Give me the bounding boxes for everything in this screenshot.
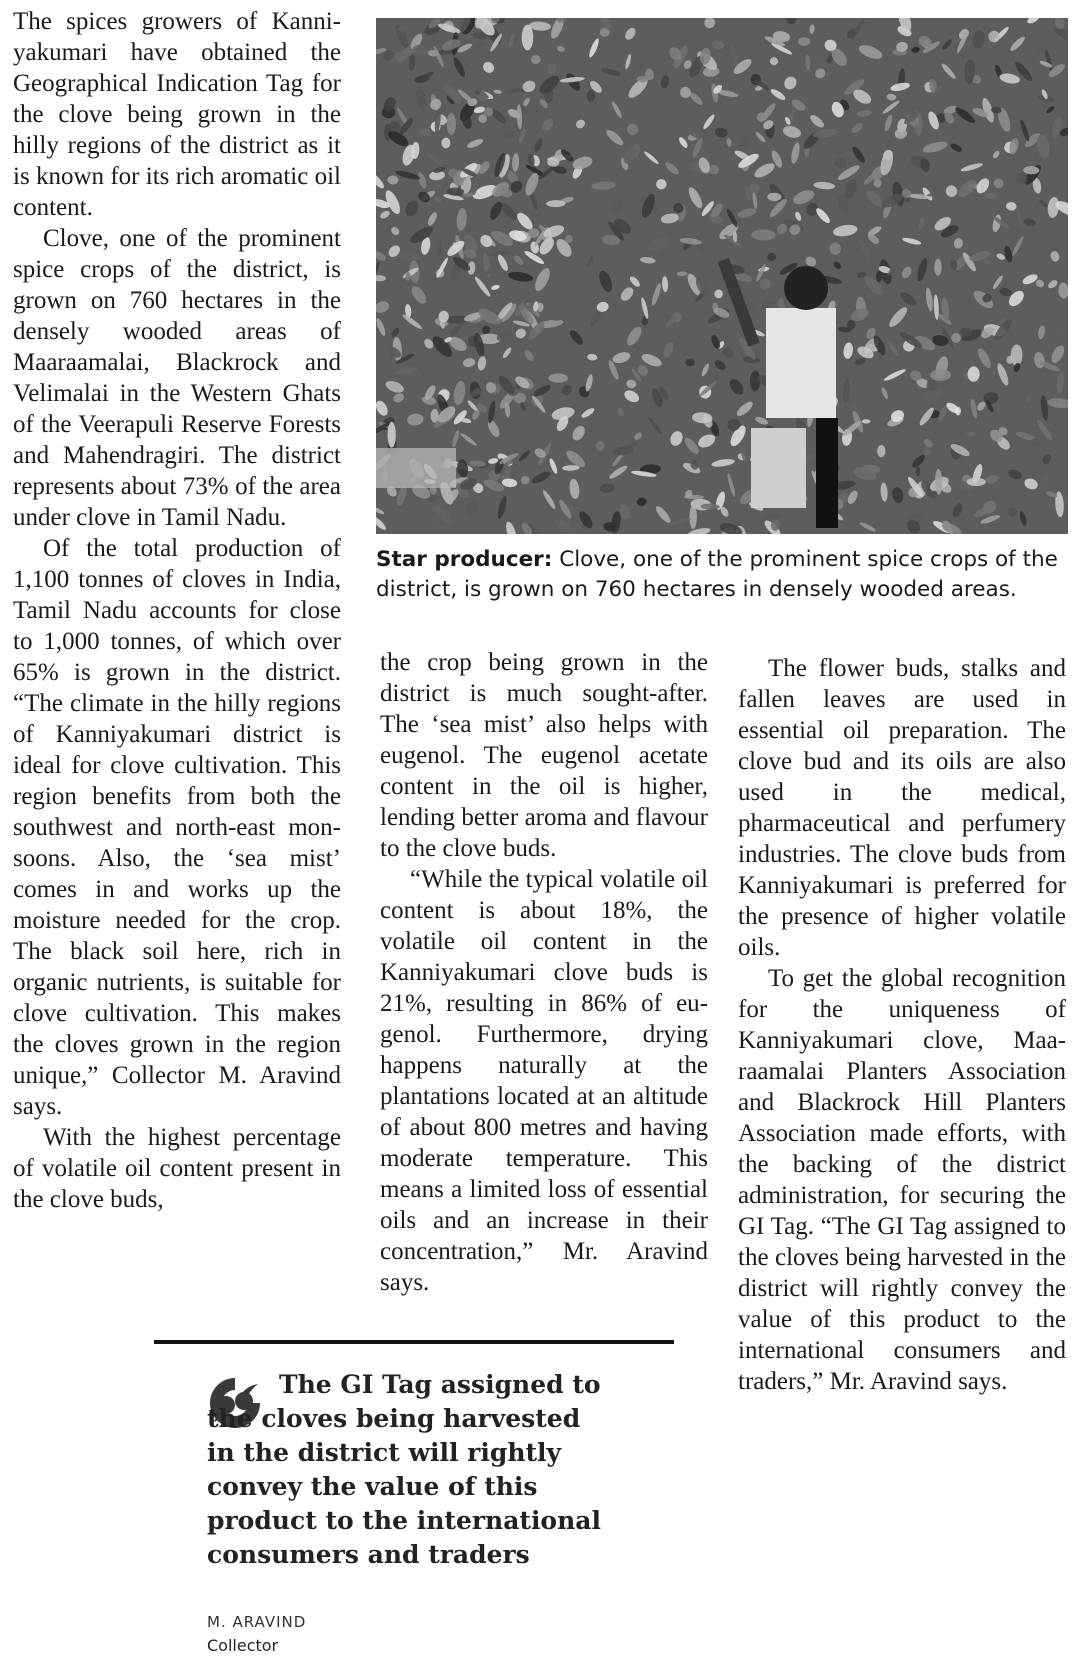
caption-text: Clove, one of the prominent spice crops of the district, is grown on 760 hectares in densely wooded areas. [376, 547, 1058, 602]
paragraph: The flower buds, stalks and fallen leaves are used in essential oil preparation. The clove bud and its oils are also used in the medical, pharmaceutical and perfumery industries. The clove buds from Kanniyakumari is preferred for the presence of higher volatile oils. [738, 655, 1066, 961]
paragraph: Clove, one of the prominent spice crops of the district, is grown on 760 hectares in the densely wooded areas of Maaraamalai, Blackrock and Velimalai in the Western Ghats of the Veerapuli Reserve Forests and Mahendragiri. The district represents about 73% of the area under clove in Tamil Nadu. [13, 225, 341, 531]
clove-plantation-photo [376, 18, 1068, 534]
article-column-2 [380, 647, 708, 1298]
paragraph: With the highest percentage of volatile oil content present in the clove buds, [13, 1124, 341, 1213]
article-column-1 [13, 6, 341, 1215]
paragraph: the crop being grown in the district is much sought-after. The ‘sea mist’ also helps with eugenol. The eugenol acetate content in the oil is higher, lending better aroma and flavour to the clove buds. [380, 649, 708, 862]
paragraph: “While the typical volatile oil content is about 18%, the volatile oil content in the Kanniyakumari clove buds is 21%, resulting in 86% of eugenol. Furthermore, drying happens naturally at the plantations located at an altitude of about 800 metres and having moderate temperature. This means a limited loss of essential oils and an increase in their concentration,” Mr. Aravind says. [380, 866, 708, 1296]
pull-quote [207, 1368, 607, 1572]
caption-lead: Star producer: [376, 547, 553, 572]
pullquote-rule [154, 1340, 674, 1344]
quote-attribution-name: M. ARAVIND [207, 1613, 307, 1631]
paragraph: The spices growers of Kanniyakumari have obtained the Geographical Indication Tag for the clove being grown in the hilly regions of the district as it is known for its rich aromatic oil content. [13, 8, 341, 221]
article-column-3 [738, 653, 1066, 1397]
paragraph: To get the global recognition for the uniqueness of Kanniyakumari clove, Maaraamalai Planters Association and Blackrock Hill Planters Association made efforts, with the backing of the district administration, for securing the GI Tag. “The GI Tag assigned to the cloves being harvested in the district will rightly convey the value of this product to the international consumers and traders,” Mr. Aravind says. [738, 965, 1066, 1395]
paragraph: Of the total production of 1,100 tonnes of cloves in India, Tamil Nadu accounts for close to 1,000 tonnes, of which over 65% is grown in the district. “The climate in the hilly regions of Kanniyakumari district is ideal for clove cultivation. This region benefits from both the southwest and north-east monsoons. Also, the ‘sea mist’ comes in and works up the moisture needed for the crop. The black soil here, rich in organic nutrients, is suitable for clove cultivation. This makes the cloves grown in the region unique,” Collector M. Aravind says. [13, 535, 341, 1120]
pull-quote-text: The GI Tag assigned to the cloves being harvested in the district will rightly convey the value of this product to the international consumers and traders [207, 1370, 601, 1569]
quote-attribution-role: Collector [207, 1636, 279, 1655]
photo-caption [376, 545, 1076, 605]
